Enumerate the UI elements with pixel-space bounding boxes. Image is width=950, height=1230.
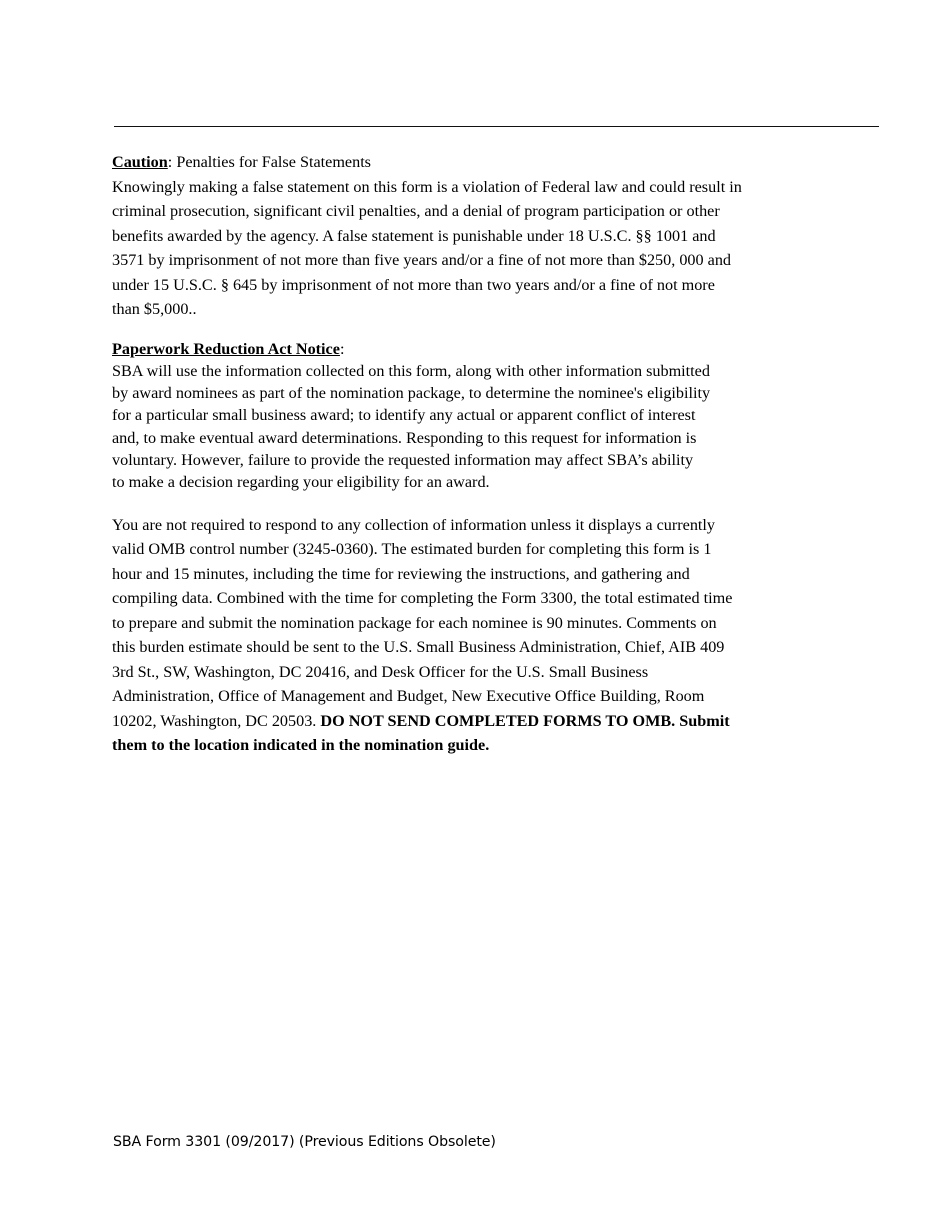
caution-line: Knowingly making a false statement on this form is a violation of Federal law and could result in xyxy=(112,177,742,196)
header-divider xyxy=(114,126,879,127)
paperwork-section xyxy=(112,338,842,494)
burden-line: Administration, Office of Management and Budget, New Executive Office Building, Room xyxy=(112,687,705,706)
burden-address-text: 10202, Washington, DC 20503. xyxy=(112,711,321,730)
burden-line: 3rd St., SW, Washington, DC 20416, and Desk Officer for the U.S. Small Business xyxy=(112,662,649,681)
paperwork-line: by award nominees as part of the nomination package, to determine the nominee's eligibility xyxy=(112,384,711,403)
burden-line: to prepare and submit the nomination package for each nominee is 90 minutes. Comments on xyxy=(112,613,717,632)
caution-line: 3571 by imprisonment of not more than five years and/or a fine of not more than $250, 000 and xyxy=(112,251,732,269)
submission-instruction: them to the location indicated in the nomination guide. xyxy=(112,736,490,755)
burden-line: You are not required to respond to any collection of information unless it displays a currently xyxy=(112,515,716,534)
burden-line: this burden estimate should be sent to the U.S. Small Business Administration, Chief, AIB 409 xyxy=(112,638,725,657)
paperwork-heading-suffix: : xyxy=(339,339,345,358)
omb-warning: DO NOT SEND COMPLETED FORMS TO OMB. Submit xyxy=(320,711,730,730)
paperwork-line: for a particular small business award; to identify any actual or apparent conflict of interest xyxy=(112,406,696,425)
caution-line: under 15 U.S.C. § 645 by imprisonment of not more than two years and/or a fine of not more xyxy=(112,275,715,294)
paperwork-heading-line xyxy=(112,338,842,360)
paperwork-heading: Paperwork Reduction Act Notice xyxy=(112,339,340,358)
caution-section xyxy=(112,150,842,322)
paperwork-line: voluntary. However, failure to provide the requested information may affect SBA’s ability xyxy=(112,450,694,469)
caution-line: criminal prosecution, significant civil penalties, and a denial of program participation or other xyxy=(112,202,720,220)
document-body xyxy=(112,150,842,758)
paperwork-line: to make a decision regarding your eligibility for an award. xyxy=(112,473,490,492)
burden-line: compiling data. Combined with the time for completing the Form 3300, the total estimated time xyxy=(112,589,733,608)
paperwork-line: and, to make eventual award determinations. Responding to this request for information is xyxy=(112,428,697,447)
burden-mixed-line xyxy=(112,709,842,734)
burden-line: hour and 15 minutes, including the time for reviewing the instructions, and gathering and xyxy=(112,564,690,583)
caution-heading: Caution xyxy=(112,153,168,171)
caution-heading-suffix: : Penalties for False Statements xyxy=(167,153,371,171)
caution-heading-line xyxy=(112,150,842,175)
caution-line: than $5,000.. xyxy=(112,300,197,318)
burden-section xyxy=(112,513,842,758)
caution-line: benefits awarded by the agency. A false statement is punishable under 18 U.S.C. §§ 1001 and xyxy=(112,226,716,245)
burden-line: valid OMB control number (3245-0360). The estimated burden for completing this form is 1 xyxy=(112,540,712,559)
paperwork-line: SBA will use the information collected on this form, along with other information submitted xyxy=(112,361,710,380)
form-footer: SBA Form 3301 (09/2017) (Previous Editions Obsolete) xyxy=(113,1134,496,1150)
